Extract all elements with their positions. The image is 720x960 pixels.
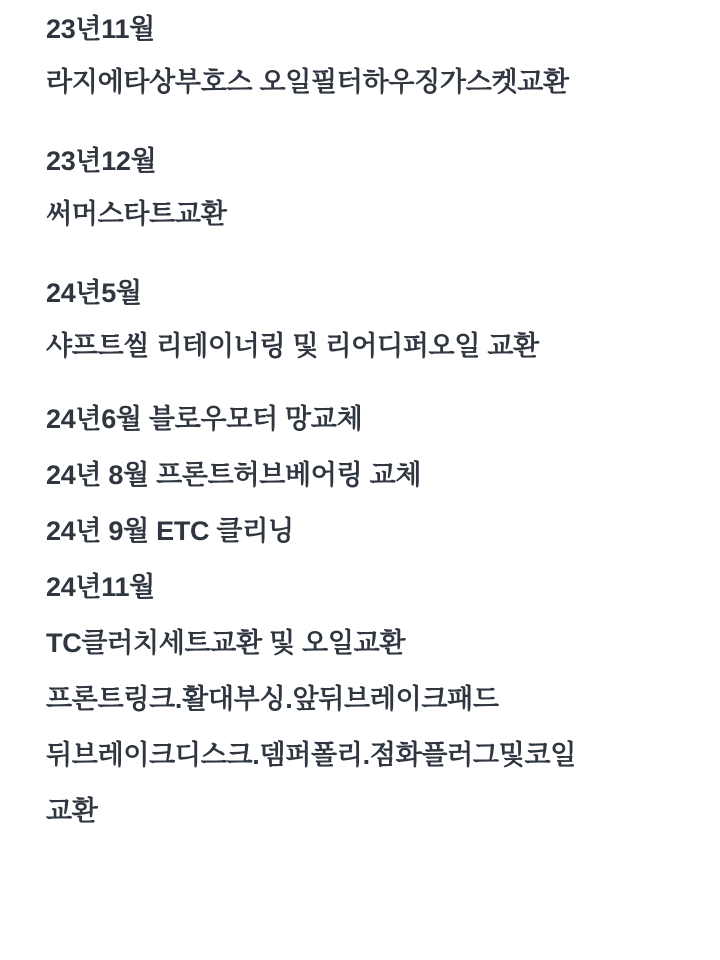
entry-item: 써머스타트교환 <box>46 199 227 229</box>
tail-line: 뒤브레이크디스크.뎀퍼폴리.점화플러그및코일 <box>46 740 577 770</box>
entry-item: 샤프트씰 리테이너링 및 리어디퍼오일 교환 <box>46 331 539 361</box>
entry-date: 24년5월 <box>46 278 142 308</box>
tail-line: 교환 <box>46 796 98 826</box>
block-spacer <box>46 228 680 280</box>
tail-line: 24년11월 <box>46 572 155 602</box>
entry-item: 라지에타상부호스 오일필터하우징가스켓교환 <box>46 67 569 97</box>
entry-date: 23년11월 <box>46 14 155 44</box>
block-spacer <box>46 96 680 148</box>
entry-block-1 <box>46 148 680 228</box>
tail-line: 24년 8월 프론트허브베어링 교체 <box>46 460 422 490</box>
entry-block-0 <box>46 16 680 96</box>
tail-line: 프론트링크.활대부싱.앞뒤브레이크패드 <box>46 684 499 714</box>
tail-line: 24년 9월 ETC 클리닝 <box>46 516 294 546</box>
entry-date: 23년12월 <box>46 146 157 176</box>
entry-block-2 <box>46 280 680 360</box>
tail-line: 24년6월 블로우모터 망교체 <box>46 404 363 434</box>
tail-line: TC클러치세트교환 및 오일교환 <box>46 628 406 658</box>
block-spacer <box>46 360 680 406</box>
entry-block-3 <box>46 406 680 825</box>
